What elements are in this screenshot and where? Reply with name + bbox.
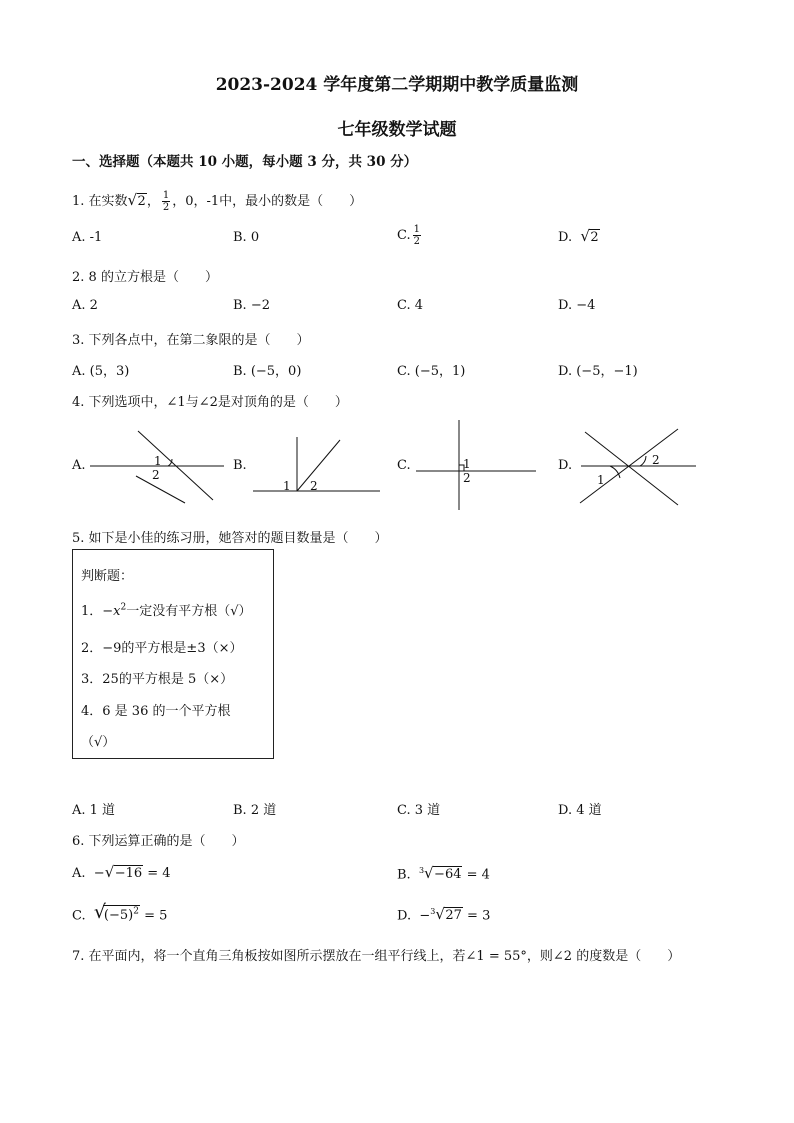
question-1-stem: 1. 在实数 √ 2， $\frac{1}{2}$ ，0，-1中，最小的数是（ ） [72,190,363,213]
box-item-1: 1．$-x^2$一定没有平方根（√） [81,602,252,619]
fig-c-label-1: 1 [463,457,471,471]
box-item-4: 4．6 是 36 的一个平方根 [81,704,231,719]
q6-option-d: D. −$^3$ √ 27 = 3 [397,905,491,924]
section-heading: 一、选择题（本题共 10 小题，每小题 3 分，共 30 分） [72,154,418,170]
q3-option-b: B. (−5，0) [233,364,302,379]
question-6-stem: 6. 下列运算正确的是（ ） [72,834,245,849]
q4-option-d-label: D. [558,458,573,473]
figure-c [416,420,536,510]
q4-option-a-label: A. [72,458,86,473]
question-7-stem: 7. 在平面内，将一个直角三角板按如图所示摆放在一组平行线上，若∠1 = 55°，则∠2 的度数是（ ） [72,949,681,964]
box-title: 判断题： [81,569,134,584]
box-item-4-mark: （√） [81,735,116,750]
q1-option-c: C. $\frac{1}{2}$ [397,224,420,247]
fig-b-label-1: 1 [283,479,291,493]
q1-option-b: B. 0 [233,230,260,245]
box-item-2: 2．−9的平方根是±3（×） [81,641,243,656]
q5-option-a: A. 1 道 [72,803,116,818]
q5-option-c: C. 3 道 [397,803,441,818]
q2-option-d: D. −4 [558,298,596,313]
fig-d-label-1: 1 [597,473,605,487]
question-5-stem: 5. 如下是小佳的练习册，她答对的题目数量是（ ） [72,531,388,546]
q2-option-c: C. 4 [397,298,424,313]
exam-subtitle: 七年级数学试题 [337,120,457,140]
question-3-stem: 3. 下列各点中，在第二象限的是（ ） [72,333,310,348]
sqrt-expression: √ 2 [127,191,146,209]
q6-option-c: C. √ $(-5)^2 = 5$ [72,901,168,924]
figure-d [580,429,696,505]
fig-a-label-2: 2 [152,468,160,482]
q4-option-c-label: C. [397,458,411,473]
q5-option-b: B. 2 道 [233,803,277,818]
fig-c-label-2: 2 [463,471,471,485]
question-2-stem: 2. 8 的立方根是（ ） [72,270,218,285]
exam-title: 2023-2024 学年度第二学期期中教学质量监测 [215,75,579,95]
fig-d-label-2: 2 [652,453,660,467]
box-item-3: 3．25的平方根是 5（×） [81,672,234,687]
q4-option-b-label: B. [233,458,247,473]
fig-b-label-2: 2 [310,479,318,493]
question-4-stem: 4. 下列选项中，∠1与∠2是对顶角的是（ ） [72,395,348,410]
q6-option-a: A. − √ −16 = 4 [72,863,171,881]
q5-option-d: D. 4 道 [558,803,602,818]
q3-option-a: A. (5，3) [72,364,130,379]
fraction: $\frac{1}{2}$ [162,190,170,213]
q1-option-a: A. -1 [72,230,103,245]
q3-option-d: D. (−5，−1) [558,364,638,379]
q2-option-a: A. 2 [72,298,98,313]
fig-a-label-1: 1 [154,454,162,468]
q6-option-b: B. $^3$ √ −64 = 4 [397,864,490,883]
q3-option-c: C. (−5，1) [397,364,466,379]
q2-option-b: B. −2 [233,298,270,313]
exercise-book-box [72,549,274,759]
q1-option-d: D. √ 2 [558,227,599,245]
